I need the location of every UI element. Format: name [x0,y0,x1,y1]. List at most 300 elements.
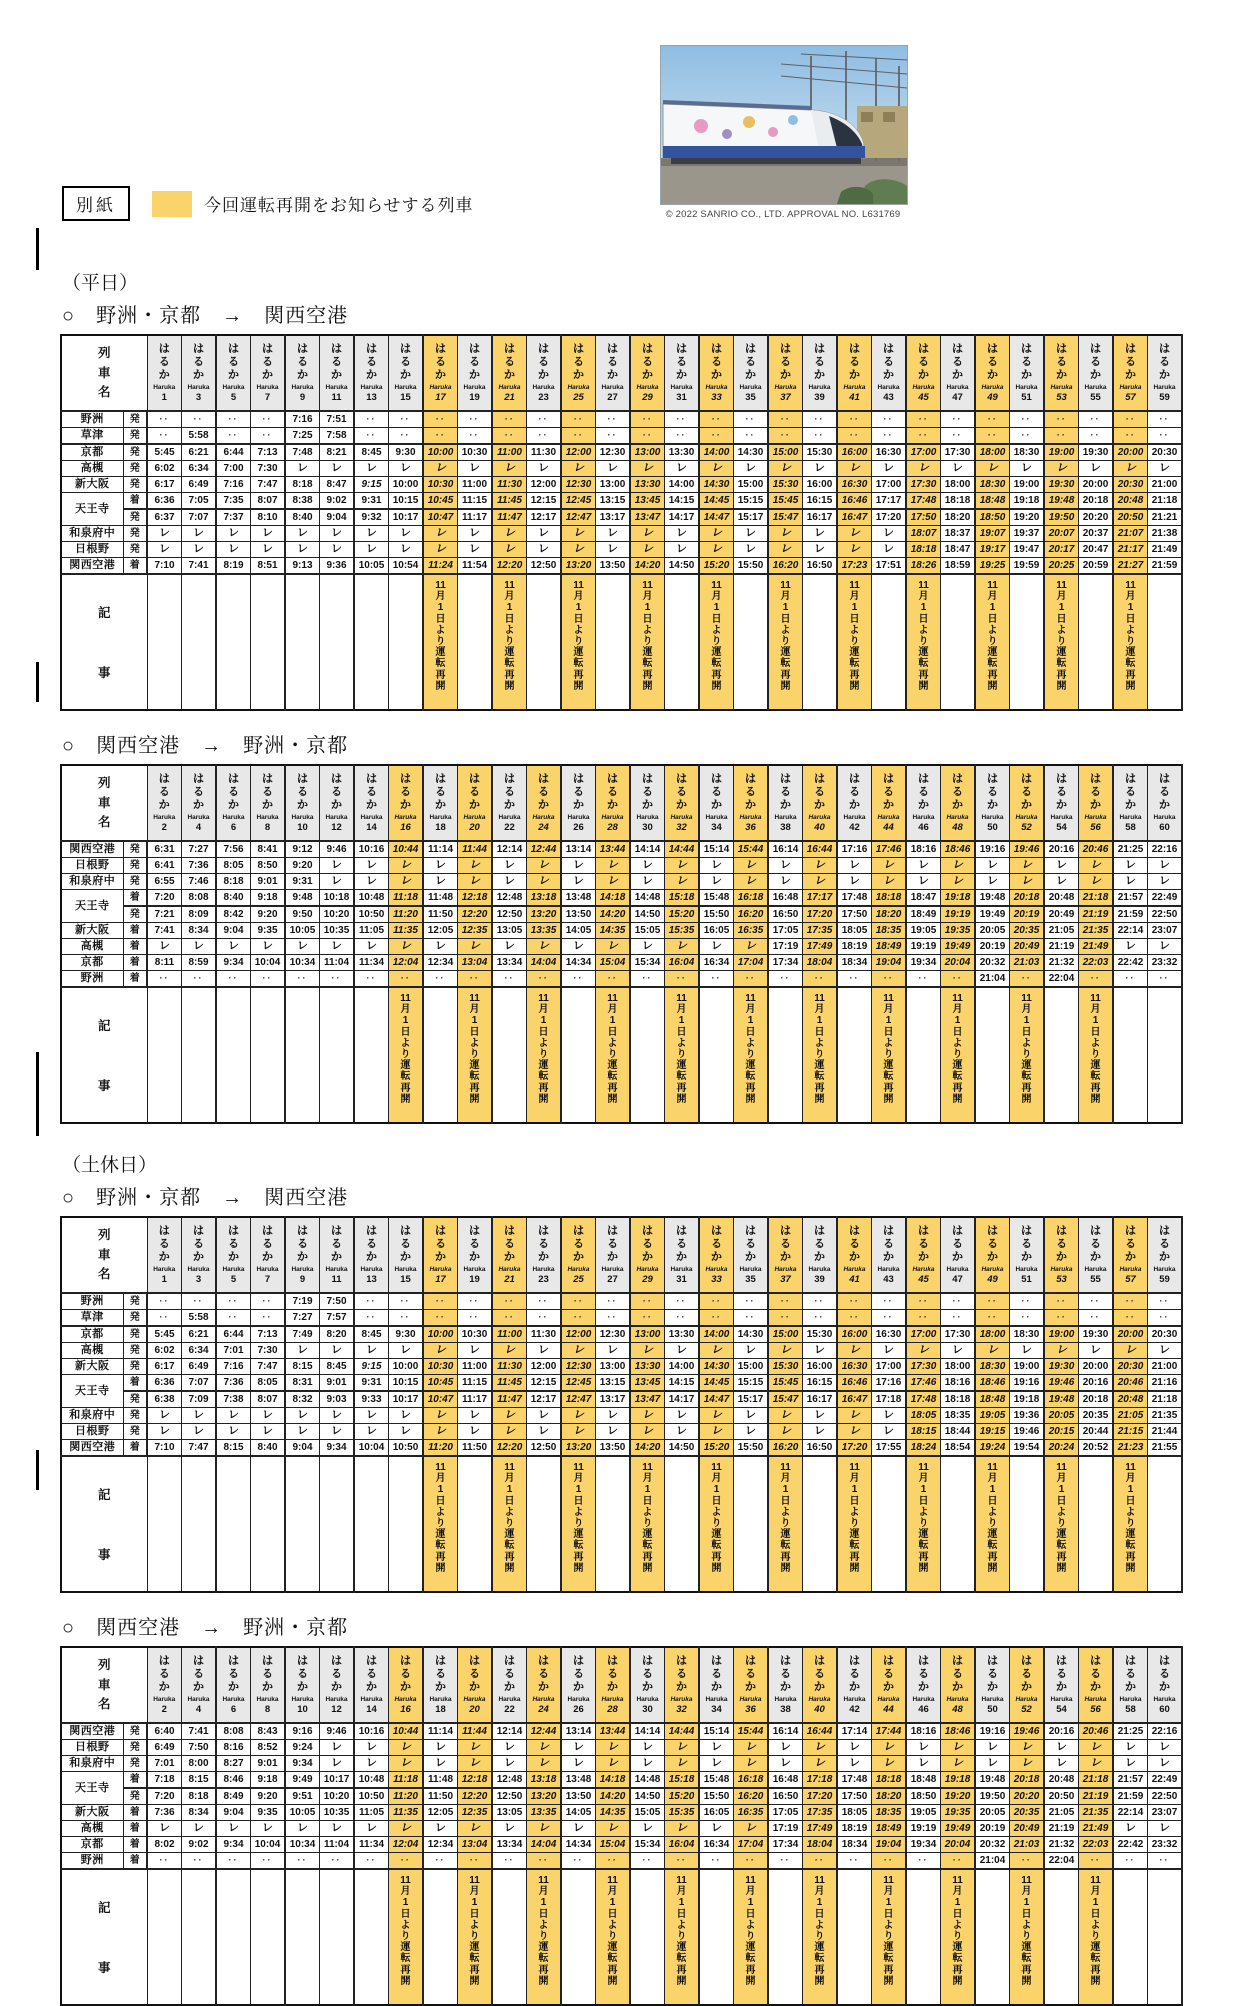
vertical-char: 1 [851,1484,858,1496]
time-cell: 16:14 [768,1723,803,1740]
pass-cell: レ [699,1821,734,1837]
time-cell: 9:33 [354,1391,389,1408]
pass-cell: レ [803,1424,838,1440]
haruka-en-label: Haruka [601,384,624,391]
vertical-char: 転 [435,1540,446,1552]
vertical-char: か [711,799,722,811]
notes-row [61,987,1182,1123]
vertical-char: 1 [747,1897,754,1909]
time-cell: 14:47 [699,1391,734,1408]
time-cell: 16:20 [734,906,769,923]
empty-note-cell [734,1456,769,1592]
vertical-char: か [366,1251,377,1263]
time-cell: 22:16 [1148,1723,1183,1740]
vertical-char: る [1056,356,1067,368]
no-service-cell: ·· [423,1310,458,1327]
time-cell: 20:49 [1010,939,1045,955]
vertical-char: は [400,1655,411,1667]
train-number: 23 [538,1273,549,1285]
vertical-char: 再 [711,669,722,681]
time-cell: 11:50 [423,906,458,923]
train-number: 26 [573,821,584,833]
haruka-en-label: Haruka [256,814,279,821]
vertical-char: よ [987,1506,998,1518]
empty-note-cell [354,574,389,710]
time-cell: 17:14 [837,1723,872,1740]
time-cell: 12:00 [561,1326,596,1343]
timetable-row-関西空港-着 [61,558,1182,575]
pass-cell: レ [1010,1756,1045,1772]
time-cell: 17:44 [872,1723,907,1740]
haruka-en-label: Haruka [187,384,210,391]
pass-cell: レ [285,542,320,558]
time-cell: 17:46 [872,841,907,858]
vertical-char: 1 [471,1015,478,1027]
pass-cell: レ [561,858,596,874]
time-cell: 10:18 [320,890,355,907]
vertical-char: よ [504,624,515,636]
haruka-brand-vertical [941,344,974,381]
vertical-char: 転 [676,1953,687,1965]
time-cell: 18:00 [975,1326,1010,1343]
no-service-cell: ·· [803,971,838,988]
haruka-en-label: Haruka [187,1266,210,1273]
time-cell: 16:17 [803,1391,838,1408]
train-number: 24 [538,821,549,833]
vertical-char: は [987,343,998,355]
train-column-header-haruka-12 [320,1647,355,1723]
time-cell: 16:50 [768,1788,803,1805]
time-cell: 10:45 [423,493,458,510]
vertical-char: 月 [849,591,860,603]
no-service-cell: ·· [665,428,700,445]
timetable-row-草津-発 [61,428,1182,445]
train-number: 11 [331,391,342,403]
vertical-char: 転 [400,1071,411,1083]
vertical-char: る [297,1238,308,1250]
vertical-char: は [435,343,446,355]
time-cell: 7:13 [251,1326,286,1343]
vertical-char: か [1125,799,1136,811]
time-cell: 16:30 [872,1326,907,1343]
time-cell: 13:30 [630,1359,665,1375]
hello-kitty-haruka-train-photo [660,45,908,205]
vertical-char: 再 [918,1551,929,1563]
vertical-char: か [849,369,860,381]
time-cell: 11:30 [492,477,527,493]
no-service-cell: ·· [147,1293,182,1310]
pass-cell: レ [665,1756,700,1772]
vertical-char: 11 [504,1462,515,1473]
timetable-row-高槻-着 [61,939,1182,955]
dep-arr-mark: 着 [123,1375,147,1392]
timetable-container-weekday-down [60,334,1188,711]
haruka-en-label: Haruka [946,384,969,391]
dep-arr-mark: 着 [123,939,147,955]
resumption-note-vertical-text [665,988,698,1105]
train-number: 35 [745,1273,756,1285]
station-name: 日根野 [61,1740,123,1756]
time-cell: 7:16 [216,1359,251,1375]
vertical-char: よ [676,1037,687,1049]
haruka-brand-vertical [665,774,698,811]
no-service-cell: ·· [630,1310,665,1327]
train-column-header-haruka-52 [1010,1647,1045,1723]
pass-cell: レ [389,1740,424,1756]
resumption-note-vertical-text [631,1457,664,1574]
vertical-char: 日 [435,1495,446,1507]
time-cell: 13:14 [561,841,596,858]
no-service-cell: ·· [147,1853,182,1870]
time-cell: 20:15 [1044,1424,1079,1440]
empty-note-cell [354,1869,389,2005]
pass-cell: レ [354,1424,389,1440]
notes-row [61,1456,1182,1592]
pass-cell: レ [665,858,700,874]
time-cell: 16:20 [768,558,803,575]
vertical-char: は [366,773,377,785]
train-name-header [61,1217,147,1293]
vertical-char: よ [918,1506,929,1518]
haruka-en-label: Haruka [705,814,728,821]
time-cell: 8:40 [216,890,251,907]
dep-arr-mark: 発 [123,1408,147,1424]
time-cell: 11:18 [389,890,424,907]
time-cell: 13:50 [596,558,631,575]
vertical-char: か [676,1251,687,1263]
time-cell: 15:00 [768,444,803,461]
train-number: 33 [711,1273,722,1285]
timetable-row-新大阪-発 [61,1359,1182,1375]
pass-cell: レ [458,858,493,874]
vertical-char: は [918,773,929,785]
haruka-en-label: Haruka [498,384,521,391]
train-column-header-haruka-24 [527,765,562,841]
station-name: 新大阪 [61,477,123,493]
haruka-en-label: Haruka [808,1266,831,1273]
time-cell: 13:04 [458,1837,493,1853]
vertical-char: は [814,343,825,355]
train-number: 43 [883,1273,894,1285]
time-cell: 9:03 [320,1391,355,1408]
vertical-char: よ [711,624,722,636]
train-column-header-haruka-4 [182,765,217,841]
dep-arr-mark: 発 [123,1740,147,1756]
time-cell: 14:30 [699,1359,734,1375]
vertical-char: は [952,773,963,785]
time-cell: 22:42 [1113,955,1148,971]
train-column-header-haruka-29 [630,335,665,411]
no-service-cell: ·· [596,1310,631,1327]
vertical-char: る [573,1238,584,1250]
haruka-brand-vertical [734,1226,767,1263]
vertical-char: か [952,1251,963,1263]
station-name: 関西空港 [61,1440,123,1457]
time-cell: 11:45 [492,493,527,510]
vertical-char: か [538,799,549,811]
haruka-en-label: Haruka [912,1696,935,1703]
train-number: 60 [1159,1703,1170,1715]
time-cell: 11:20 [389,906,424,923]
train-column-header-haruka-21 [492,1217,527,1293]
vertical-char: 開 [1021,1093,1032,1105]
pass-cell: レ [423,526,458,542]
train-column-header-haruka-28 [596,1647,631,1723]
pass-cell: レ [941,1756,976,1772]
vertical-char: は [607,343,618,355]
resumption-note-vertical-text [424,575,457,692]
vertical-char: よ [849,624,860,636]
vertical-char: 転 [883,1071,894,1083]
vertical-char: か [745,369,756,381]
train-number: 16 [400,1703,411,1715]
vertical-char: る [400,356,411,368]
time-cell: 20:47 [1079,542,1114,558]
vertical-char: 1 [1023,1015,1030,1027]
vertical-char: り [1021,1048,1032,1060]
vertical-char: り [780,1517,791,1529]
pass-cell: レ [354,1343,389,1359]
time-cell: 14:35 [596,923,631,939]
vertical-char: 日 [538,1908,549,1920]
haruka-brand-vertical [1148,774,1181,811]
time-cell: 14:00 [665,1359,700,1375]
photo-copyright-caption: © 2022 SANRIO CO., LTD. APPROVAL NO. L631769 [665,209,901,220]
no-service-cell: ·· [320,1853,355,1870]
vertical-char: 11 [1056,1462,1067,1473]
pass-cell: レ [699,526,734,542]
haruka-en-label: Haruka [325,1266,348,1273]
vertical-char: 再 [607,1082,618,1094]
time-cell: 17:35 [803,923,838,939]
dep-arr-mark: 発 [123,1391,147,1408]
time-cell: 7:38 [216,1391,251,1408]
time-cell: 15:00 [734,1359,769,1375]
pass-cell: レ [423,1424,458,1440]
train-name-vertical-label [62,1659,147,1711]
train-number: 12 [331,821,342,833]
vertical-char: る [193,1668,204,1680]
vertical-char: 再 [504,1551,515,1563]
pass-cell: レ [699,1408,734,1424]
no-service-cell: ·· [837,411,872,428]
vertical-char: は [538,1655,549,1667]
haruka-en-label: Haruka [601,1266,624,1273]
vertical-char: 転 [1021,1953,1032,1965]
timetable-container-holiday-down [60,1216,1188,1593]
time-cell: 10:05 [354,558,389,575]
time-cell: 14:20 [630,558,665,575]
time-cell: 7:35 [216,493,251,510]
time-cell: 9:24 [285,1740,320,1756]
haruka-en-label: Haruka [981,1266,1004,1273]
haruka-en-label: Haruka [291,1266,314,1273]
train-column-header-haruka-2 [147,1647,182,1723]
train-column-header-haruka-2 [147,765,182,841]
train-column-header-haruka-35 [734,1217,769,1293]
time-cell: 13:00 [596,477,631,493]
service-resumption-note [665,1869,700,2005]
vertical-char: は [193,1655,204,1667]
vertical-char: 1 [1092,1015,1099,1027]
no-service-cell: ·· [975,1293,1010,1310]
vertical-char: り [538,1048,549,1060]
vertical-char: る [1021,1668,1032,1680]
pass-cell: レ [458,1756,493,1772]
time-cell: 7:41 [182,558,217,575]
vertical-char: よ [987,624,998,636]
time-cell: 14:04 [527,1837,562,1853]
train-column-header-haruka-23 [527,335,562,411]
vertical-char: り [711,635,722,647]
vertical-char: る [1159,1238,1170,1250]
vertical-char: は [262,1655,273,1667]
haruka-en-label: Haruka [981,384,1004,391]
train-number: 45 [918,1273,929,1285]
vertical-char: り [1056,635,1067,647]
time-cell: 8:00 [182,1756,217,1772]
time-cell: 18:48 [975,493,1010,510]
vertical-char: 運 [780,1529,791,1541]
time-cell: 19:25 [975,558,1010,575]
time-cell: 12:04 [389,1837,424,1853]
time-cell: 12:00 [527,477,562,493]
timetable-row-天王寺-着 [61,1375,1182,1392]
time-cell: 21:25 [1113,841,1148,858]
train-number: 33 [711,391,722,403]
vertical-char: 転 [607,1071,618,1083]
haruka-en-label: Haruka [463,814,486,821]
timetable-row-日根野-発 [61,542,1182,558]
time-cell: 7:16 [285,411,320,428]
vertical-char: は [711,1225,722,1237]
haruka-en-label: Haruka [532,814,555,821]
vertical-char: る [331,786,342,798]
haruka-en-label: Haruka [808,384,831,391]
time-cell: 18:50 [906,1788,941,1805]
time-cell: 10:47 [423,509,458,526]
pass-cell: レ [458,1408,493,1424]
haruka-en-label: Haruka [463,1696,486,1703]
pass-cell: レ [458,1424,493,1440]
pass-cell: レ [561,1756,596,1772]
vertical-char: 再 [1090,1964,1101,1976]
vertical-char: り [676,1048,687,1060]
time-cell: 19:16 [975,1723,1010,1740]
pass-cell: レ [872,526,907,542]
train-number: 58 [1125,1703,1136,1715]
time-cell: 21:07 [1113,526,1148,542]
time-cell: 6:02 [147,461,182,477]
pass-cell: レ [182,1821,217,1837]
resumption-note-vertical-text [424,1457,457,1574]
vertical-char: る [711,356,722,368]
vertical-char: 転 [676,1071,687,1083]
dep-arr-mark: 発 [123,1756,147,1772]
time-cell: 14:15 [665,493,700,510]
pass-cell: レ [423,1740,458,1756]
vertical-char: る [780,356,791,368]
vertical-char: か [952,369,963,381]
vertical-char: 日 [780,1495,791,1507]
service-resumption-note [389,1869,424,2005]
haruka-brand-vertical [596,1656,629,1693]
vertical-char: よ [573,1506,584,1518]
vertical-char: は [538,1225,549,1237]
pass-cell: レ [803,874,838,890]
vertical-char: り [987,1517,998,1529]
vertical-char: 日 [469,1908,480,1920]
vertical-char: 月 [987,591,998,603]
time-cell: 9:32 [354,509,389,526]
haruka-brand-vertical [1045,1656,1078,1693]
time-cell: 10:17 [389,509,424,526]
time-cell: 14:45 [699,1375,734,1392]
no-service-cell: ·· [182,411,217,428]
train-column-header-haruka-7 [251,335,286,411]
resumption-note-vertical-text [838,1457,871,1574]
time-cell: 11:48 [423,1772,458,1789]
time-cell: 14:14 [630,841,665,858]
vertical-char: 11 [987,580,998,591]
station-name: 高槻 [61,939,123,955]
pass-cell: レ [734,1821,769,1837]
time-cell: 21:59 [1148,558,1183,575]
haruka-brand-vertical [769,1226,802,1263]
time-cell: 7:10 [147,1440,182,1457]
vertical-char: 11 [711,1462,722,1473]
haruka-en-label: Haruka [360,384,383,391]
vertical-char: か [1125,1251,1136,1263]
station-name: 和泉府中 [61,874,123,890]
pass-cell: レ [665,1408,700,1424]
vertical-char: 1 [1023,1897,1030,1909]
haruka-en-label: Haruka [1153,1696,1176,1703]
no-service-cell: ·· [1148,1310,1183,1327]
vertical-char: 1 [920,602,927,614]
empty-note-cell [458,574,493,710]
service-resumption-note [1113,1456,1148,1592]
no-service-cell: ·· [1113,1853,1148,1870]
vertical-char: か [1021,1251,1032,1263]
time-cell: 15:48 [699,890,734,907]
time-cell: 8:43 [251,1723,286,1740]
time-cell: 14:20 [630,1440,665,1457]
haruka-brand-vertical [907,1656,940,1693]
time-cell: 11:17 [458,509,493,526]
vertical-char: 開 [1056,1562,1067,1574]
resumption-note-vertical-text [941,1870,974,1987]
haruka-brand-vertical [148,774,182,811]
empty-note-cell [734,574,769,710]
vertical-char: 開 [814,1975,825,1987]
time-cell: 19:34 [906,955,941,971]
haruka-brand-vertical [1079,1226,1112,1263]
vertical-char: 再 [1056,1551,1067,1563]
time-cell: 9:18 [251,1772,286,1789]
time-cell: 7:01 [216,1343,251,1359]
time-cell: 15:20 [699,1440,734,1457]
vertical-char: か [193,799,204,811]
haruka-brand-vertical [941,1656,974,1693]
haruka-brand-vertical [493,1226,526,1263]
time-cell: 11:50 [458,1440,493,1457]
vertical-char: 運 [952,1942,963,1954]
vertical-char: 日 [780,613,791,625]
vertical-char: る [607,1668,618,1680]
train-column-header-haruka-21 [492,335,527,411]
time-cell: 21:21 [1148,509,1183,526]
